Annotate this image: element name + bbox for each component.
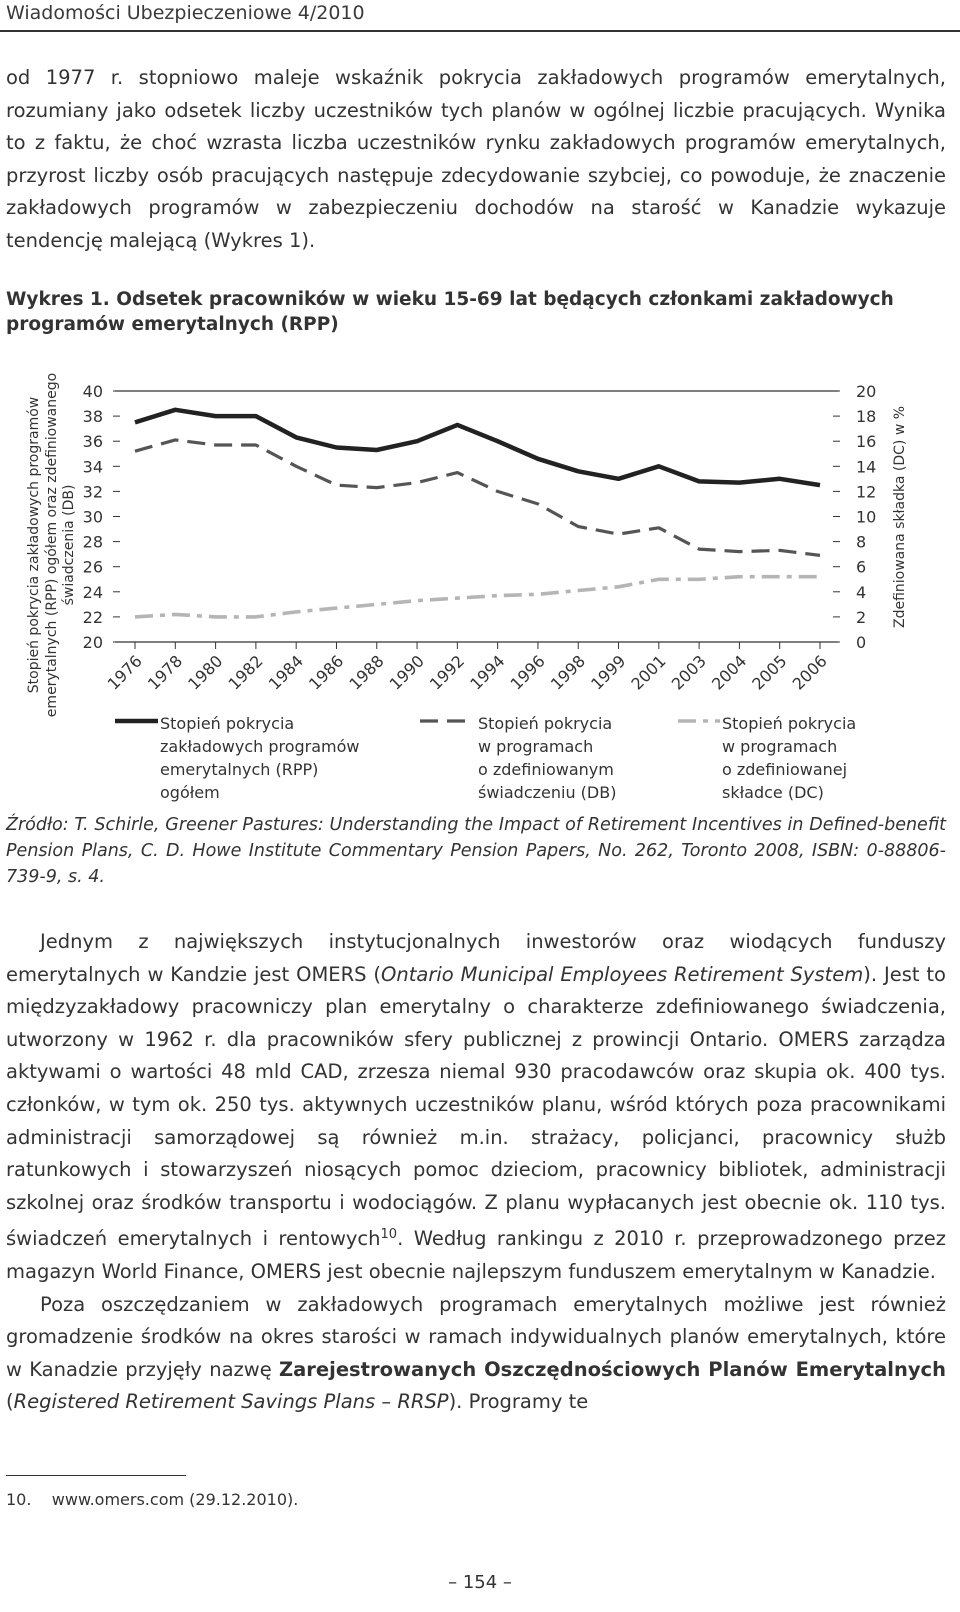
x-tick-label: 2005 (748, 651, 791, 694)
source-note: Źródło: T. Schirle, Greener Pastures: Understanding the Impact of Retirement Incentives in Defined-benefit Pension Plans, C. D. Howe Institute Commentary Pension Papers, No. 262, Toronto 2008, ISBN: 0-88806-739-9, s. 4. (6, 815, 946, 887)
y-axis-left-ticks (83, 382, 120, 652)
x-tick-label: 1996 (506, 651, 549, 694)
y-tick-label-left: 30 (82, 507, 103, 527)
y-axis-left-label (26, 373, 77, 717)
y-axis-right-label-text: Zdefiniowana składka (DC) w % (892, 405, 908, 629)
x-tick-label: 2006 (788, 651, 831, 694)
legend-label-line: składce (DC) (722, 783, 824, 802)
body-text (6, 926, 946, 1419)
text-run: Registered Retirement Savings Plans – RRSP (13, 1390, 449, 1414)
body-paragraph (6, 1289, 946, 1419)
y-tick-label-right: 8 (856, 532, 867, 552)
y-tick-label-left: 28 (82, 532, 103, 552)
figure-title (6, 287, 946, 337)
legend-label-line: Stopień pokrycia (478, 714, 613, 733)
figure-title-text: Odsetek pracowników w wieku 15-69 lat będących członkami zakładowych programów emerytalnych (RPP) (6, 289, 894, 335)
x-tick-label: 1976 (103, 651, 146, 694)
y-tick-label-left: 36 (82, 432, 103, 452)
x-tick-label: 1988 (345, 651, 388, 694)
journal-header: Wiadomości Ubezpieczeniowe 4/2010 (6, 2, 365, 24)
legend-label-line: Stopień pokrycia (722, 714, 857, 733)
body-paragraph (6, 926, 946, 1289)
y-axis-left-label-line: świadczenia (DB) (61, 484, 77, 606)
legend-label-line: ogółem (160, 783, 220, 802)
y-tick-label-right: 4 (856, 582, 867, 602)
legend-label-line: Stopień pokrycia (160, 714, 295, 733)
text-run: . Według rankingu z 2010 r. przeprowadzonego przez magazyn World Finance, OMERS jest obecnie najlepszym funduszem emerytalnym w Kanadzie. (6, 1227, 946, 1283)
y-axis-right-ticks (833, 382, 876, 652)
text-run: Jednym z największych instytucjonalnych inwestorów oraz wiodących funduszy emerytalnych w Kandzie jest OMERS ( (6, 930, 946, 986)
x-axis-ticks (104, 642, 831, 694)
text-run: Ontario Municipal Employees Retirement System (381, 962, 864, 986)
y-tick-label-left: 26 (82, 557, 103, 577)
text-run: Poza oszczędzaniem w zakładowych programach emerytalnych możliwe jest również gromadzenie środków na okres starości w ramach indywidualnych planów emerytalnych, które w Kanadzie przyjęły nazwę (6, 1292, 946, 1381)
legend-label-line: zakładowych programów (160, 737, 360, 756)
y-tick-label-left: 32 (82, 482, 103, 502)
figure-label: Wykres 1. (6, 289, 110, 310)
y-tick-label-right: 0 (856, 633, 867, 652)
coverage-line-chart (0, 345, 960, 807)
y-tick-label-right: 6 (856, 557, 867, 577)
footnote-text: www.omers.com (29.12.2010). (51, 1490, 299, 1509)
y-tick-label-left: 20 (82, 633, 103, 652)
intro-paragraph-text: od 1977 r. stopniowo maleje wskaźnik pokrycia zakładowych programów emerytalnych, rozumiany jako odsetek liczby uczestników tych planów w ogólnej liczbie pracujących. Wynika to z faktu, że choć wzrasta liczba uczestników rynku zakładowych programów emerytalnych, przyrost liczby osób pracujących następuje zdecydowanie szybciej, co powoduje, że znaczenie zakładowych programów w zabezpieczeniu dochodów na starość w Kanadzie wykazuje tendencję malejącą (Wykres 1). (6, 66, 946, 252)
text-run: ). Programy te (448, 1390, 589, 1414)
y-tick-label-right: 16 (856, 432, 877, 452)
text-run: Zarejestrowanych Oszczędnościowych Planów Emerytalnych (279, 1357, 946, 1381)
y-tick-label-left: 24 (82, 582, 103, 602)
x-tick-label: 1992 (425, 651, 469, 694)
legend-label-line: w programach (722, 737, 838, 756)
y-tick-label-left: 38 (82, 407, 103, 427)
footnote (6, 1490, 298, 1509)
y-tick-label-right: 14 (856, 457, 877, 477)
y-tick-label-right: 10 (856, 507, 877, 527)
text-run: ( (6, 1390, 14, 1414)
x-tick-label: 2001 (627, 651, 670, 694)
y-axis-left-label-line: Stopień pokrycia zakładowych programów (26, 396, 42, 694)
x-tick-label: 1978 (143, 651, 187, 694)
x-tick-label: 1984 (264, 651, 308, 694)
legend-label-line: świadczeniu (DB) (478, 783, 617, 802)
footnote-ref: 10 (380, 1227, 398, 1243)
text-run: ). Jest to międzyzakładowy pracowniczy plan emerytalny o charakterze zdefiniowanego świadczenia, utworzony w 1962 r. dla pracowników sfery publicznej z prowincji Ontario. OMERS zarządza aktywami o wartości 48 mld CAD, zrzesza niemal 930 pracodawców oraz skupia ok. 400 tys. członków, w tym ok. 250 tys. aktywnych uczestników planu, wśród których poza pracownikami administracji samorządowej są również m.in. strażacy, policjanci, pracownicy służb ratunkowych i stowarzyszeń niosących pomoc dzieciom, pracownicy bibliotek, administracji szkolnej oraz środków transportu i wodociągów. Z planu wypłacanych jest obecnie ok. 110 tys. świadczeń emerytalnych i rentowych (6, 962, 946, 1251)
legend-label-line: o zdefiniowanej (722, 760, 848, 779)
page-number: – 154 – (448, 1572, 512, 1593)
header-rule (0, 30, 960, 32)
y-tick-label-right: 12 (856, 482, 877, 502)
legend-label-line: o zdefiniowanym (478, 760, 614, 779)
series-line-2 (135, 440, 820, 556)
intro-paragraph (6, 62, 946, 258)
legend-label-line: emerytalnych (RPP) (160, 760, 319, 779)
x-tick-label: 1986 (305, 651, 348, 694)
x-tick-label: 1990 (385, 651, 428, 694)
x-tick-label: 1982 (224, 651, 267, 694)
y-tick-label-right: 2 (856, 607, 867, 627)
y-tick-label-left: 22 (82, 607, 103, 627)
legend (115, 714, 856, 802)
x-tick-label: 2003 (667, 651, 710, 694)
y-tick-label-right: 18 (856, 407, 877, 427)
y-axis-left-label-line: emerytalnych (RPP) ogółem oraz zdefiniowanego (44, 372, 60, 718)
x-tick-label: 2004 (708, 651, 751, 694)
series-line-1 (135, 410, 820, 485)
legend-label-line: w programach (478, 737, 594, 756)
series-line-3 (135, 577, 820, 617)
y-tick-label-left: 34 (82, 457, 103, 477)
y-tick-label-left: 40 (82, 382, 103, 401)
y-axis-right-label (892, 406, 908, 628)
x-tick-label: 1980 (184, 651, 227, 694)
y-tick-label-right: 20 (856, 382, 877, 401)
x-tick-label: 1998 (546, 651, 590, 694)
series-lines (135, 410, 820, 617)
x-tick-label: 1999 (587, 651, 630, 694)
footnote-number: 10. (6, 1490, 32, 1509)
x-tick-label: 1994 (466, 651, 509, 694)
footnote-rule (6, 1475, 186, 1476)
